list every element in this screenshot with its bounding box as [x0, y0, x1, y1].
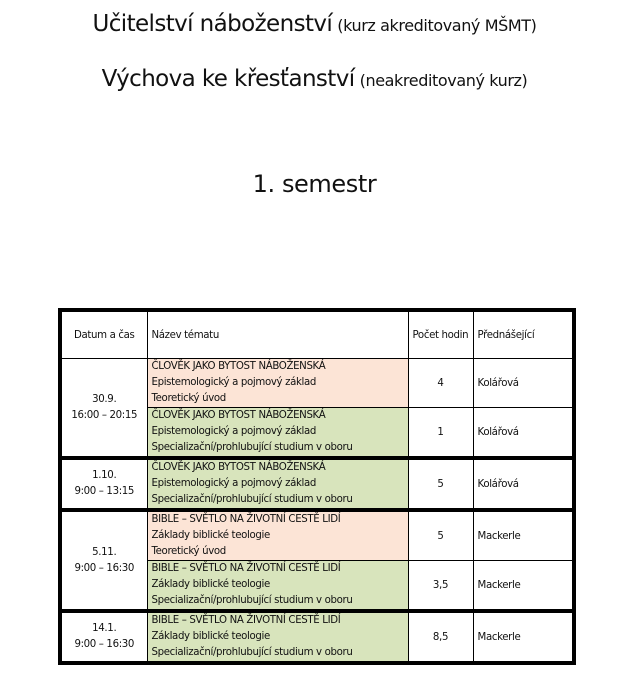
- hours-cell: 5: [408, 510, 473, 561]
- topic-cell: [147, 611, 408, 663]
- topic-title: ČLOVĚK JAKO BYTOST NÁBOŽENSKÁ: [151, 462, 326, 473]
- date-time-cell: [60, 458, 147, 510]
- course-title-main: Výchova ke křesťanství: [101, 66, 355, 92]
- lecturer-cell: Mackerle: [473, 561, 574, 612]
- lecturer-cell: Kolářová: [473, 359, 574, 408]
- semester-heading: 1. semestr: [252, 170, 377, 198]
- course-title-main: Učitelství náboženství: [92, 11, 333, 37]
- lecturer-cell: Kolářová: [473, 458, 574, 510]
- header-topic: Název tématu: [147, 310, 408, 359]
- topic-type: Specializační/prohlubující studium v oboru: [151, 442, 353, 453]
- topic-type: Specializační/prohlubující studium v oboru: [151, 494, 353, 505]
- topic-title: ČLOVĚK JAKO BYTOST NÁBOŽENSKÁ: [151, 410, 326, 421]
- hours-cell: 1: [408, 408, 473, 459]
- table-row: [60, 359, 574, 408]
- lecturer-cell: Kolářová: [473, 408, 574, 459]
- session-date: 30.9.: [92, 393, 117, 405]
- date-time-cell: [60, 611, 147, 663]
- table-row: [60, 458, 574, 510]
- topic-type: Teoretický úvod: [151, 393, 226, 404]
- topic-cell: [147, 359, 408, 408]
- session-date: 1.10.: [92, 470, 117, 481]
- session-date: 5.11.: [92, 546, 117, 558]
- topic-cell: [147, 510, 408, 561]
- hours-cell: 3,5: [408, 561, 473, 612]
- topic-type: Specializační/prohlubující studium v oboru: [151, 595, 353, 606]
- session-time: 16:00 – 20:15: [71, 409, 138, 421]
- table-body: [60, 359, 574, 664]
- topic-title: BIBLE – SVĚTLO NA ŽIVOTNÍ CESTĚ LIDÍ: [151, 615, 341, 626]
- table-header-row: [60, 310, 574, 359]
- topic-subtitle: Základy biblické teologie: [151, 530, 270, 541]
- topic-type: Teoretický úvod: [151, 546, 226, 557]
- topic-cell: [147, 561, 408, 612]
- session-time: 9:00 – 13:15: [74, 486, 135, 497]
- course-title-nonaccredited: [0, 66, 629, 92]
- topic-subtitle: Epistemologický a pojmový základ: [151, 377, 317, 388]
- topic-subtitle: Epistemologický a pojmový základ: [151, 478, 317, 489]
- session-time: 9:00 – 16:30: [74, 639, 135, 650]
- topic-type: Specializační/prohlubující studium v oboru: [151, 647, 353, 658]
- session-time: 9:00 – 16:30: [74, 562, 135, 574]
- course-title-accredited: [0, 11, 629, 37]
- topic-cell: [147, 408, 408, 459]
- topic-title: BIBLE – SVĚTLO NA ŽIVOTNÍ CESTĚ LIDÍ: [151, 563, 341, 574]
- topic-title: BIBLE – SVĚTLO NA ŽIVOTNÍ CESTĚ LIDÍ: [151, 514, 341, 525]
- header-hours: Počet hodin: [408, 310, 473, 359]
- hours-cell: 8,5: [408, 611, 473, 663]
- topic-subtitle: Základy biblické teologie: [151, 579, 270, 590]
- table-row: [60, 510, 574, 561]
- schedule-table: [58, 308, 576, 665]
- date-time-cell: [60, 510, 147, 611]
- hours-cell: 4: [408, 359, 473, 408]
- session-date: 14.1.: [92, 623, 117, 634]
- lecturer-cell: Mackerle: [473, 611, 574, 663]
- lecturer-cell: Mackerle: [473, 510, 574, 561]
- course-title-note: (kurz akreditovaný MŠMT): [337, 16, 537, 35]
- topic-cell: [147, 458, 408, 510]
- topic-title: ČLOVĚK JAKO BYTOST NÁBOŽENSKÁ: [151, 361, 326, 372]
- topic-subtitle: Epistemologický a pojmový základ: [151, 426, 317, 437]
- course-title-note: (neakreditovaný kurz): [359, 71, 528, 90]
- table-row: [60, 611, 574, 663]
- header-date: Datum a čas: [60, 310, 147, 359]
- date-time-cell: [60, 359, 147, 459]
- header-lecturer: Přednášející: [473, 310, 574, 359]
- topic-subtitle: Základy biblické teologie: [151, 631, 270, 642]
- hours-cell: 5: [408, 458, 473, 510]
